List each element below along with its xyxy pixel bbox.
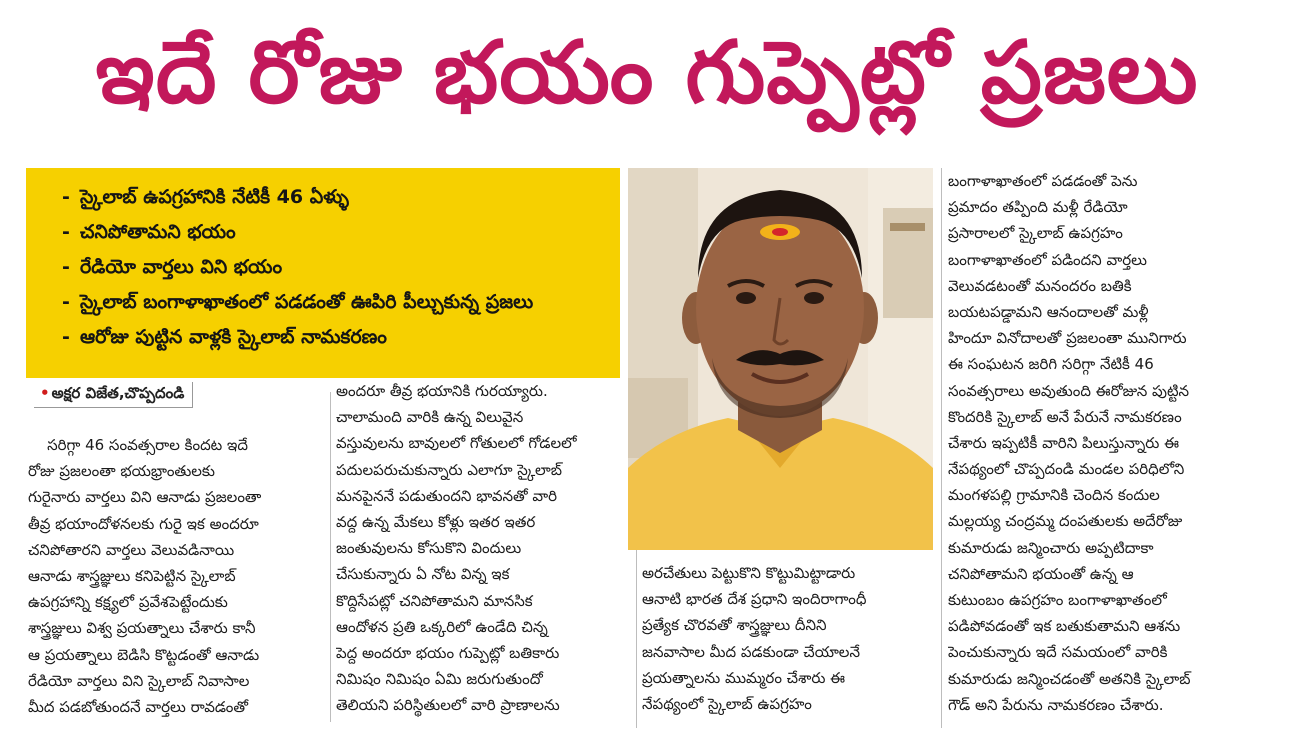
byline [34,382,193,408]
text-line: ప్రత్యేక చొరవతో శాస్త్రజ్ఞులు దీనిని [642,616,827,635]
highlight-text: చనిపోతామని భయం [80,221,236,243]
text-line: నేపథ్యంలో చొప్పదండి మండల పరిధిలోని [948,460,1185,479]
article-column-4 [948,168,1248,718]
dash-marker-icon: - [62,221,70,243]
text-line: హిందూ వినోదాలతో ప్రజలంతా మునిగారు [948,329,1187,348]
text-line: వస్తువులను బావులలో గోతులలో గోడలలో [336,434,577,453]
article-column-1 [28,432,328,720]
text-line: ప్రమాదం తప్పింది మళ్లీ రేడియో [948,198,1128,217]
text-line: తెలియని పరిస్థితులలో వారి ప్రాణాలను [336,696,560,715]
text-line: పెంచుకున్నారు ఇదే సమయంలో వారికి [948,643,1168,662]
text-line: ప్రసారాలలో స్కైలాబ్ ఉపగ్రహం [948,224,1123,243]
text-line: చేసుకున్నారు ఏ నోట విన్న ఇక [336,565,510,584]
text-line: రోజు ప్రజలంతా భయభ్రాంతులకు [28,462,215,481]
text-line: అరచేతులు పెట్టుకొని కొట్టుమిట్టాడారు [642,564,856,582]
highlight-item [62,250,620,285]
text-line: మంగళపల్లి గ్రామానికి చెందిన కందుల [948,486,1160,505]
dash-marker-icon: - [62,186,70,208]
article-column-2 [336,378,620,718]
text-line: కొద్దిసేపట్లో చనిపోతామని మానసిక [336,591,533,610]
portrait-photo [628,168,933,550]
text-line: జంతువులను కోసుకొని విందులు [336,539,522,558]
text-line: బయటపడ్డామని ఆనందాలతో మళ్లీ [948,302,1149,321]
highlight-item [62,285,620,320]
text-line: శాస్త్రజ్ఞులు విశ్వ ప్రయత్నాలు చేశారు కానీ [28,619,256,638]
text-line: బంగాళాఖాతంలో పడిందని వార్తలు [948,250,1147,269]
text-line: చేశారు ఇప్పటికీ వారిని పిలుస్తున్నారు ఈ [948,433,1180,452]
text-line: సంవత్సరాలు అవుతుంది ఈరోజున పుట్టిన [948,381,1190,400]
dash-marker-icon: - [62,291,70,313]
text-line: మీద పడబోతుందనే వార్తలు రావడంతో [28,697,249,716]
dash-marker-icon: - [62,326,70,348]
text-line: మల్లయ్య చంద్రమ్మ దంపతులకు అదేరోజు [948,512,1183,531]
text-line: చనిపోతామని భయంతో ఉన్న ఆ [948,564,1134,583]
text-line: కుమారుడు జన్మించడంతో అతనికి స్కైలాబ్ [948,669,1191,688]
text-line: తీవ్ర భయాందోళనలకు గురై ఇక అందరూ [28,514,259,533]
portrait-illustration [628,168,933,550]
text-line: కొందరికి స్కైలాబ్ అనే పేరునే నామకరణం [948,407,1182,426]
text-line: కుమారుడు జన్మించారు అప్పటిదాకా [948,538,1154,557]
text-line: జనవాసాల మీద పడకుండా చేయాలనే [642,642,860,661]
text-line: చాలామంది వారికి ఉన్న విలువైన [336,408,524,427]
text-line: ఈ సంఘటన జరిగి సరిగ్గా నేటికీ 46 [948,355,1154,374]
text-line: కుటుంబం ఉపగ్రహం బంగాళాఖాతంలో [948,591,1167,609]
byline-marker-icon: • [40,384,50,402]
text-line: అందరూ తీవ్ర భయానికి గురయ్యారు. [336,382,548,400]
text-line: ఆ ప్రయత్నాలు బెడిసి కొట్టడంతో ఆనాడు [28,645,260,664]
highlight-text: స్కైలాబ్ బంగాళాఖాతంలో పడడంతో ఊపిరి పీల్చుకున్న ప్రజలు [80,291,534,313]
text-line: బంగాళాఖాతంలో పడడంతో పెను [948,172,1138,190]
text-line: ఆనాటి భారత దేశ ప్రధాని ఇందిరాగాంధీ [642,590,867,609]
byline-text: అక్షర విజేత,చొప్పదండి [51,384,185,402]
text-line: గౌడ్ అని పేరును నామకరణం చేశారు. [948,695,1164,714]
text-line: ప్రయత్నాలను ముమ్మరం చేశారు ఈ [642,668,846,687]
highlight-text: ఆరోజు పుట్టిన వాళ్లకి స్కైలాబ్ నామకరణం [80,326,387,348]
text-line: సరిగ్గా 46 సంవత్సరాల కిందట ఇదే [28,436,248,454]
text-line: చనిపోతారని వార్తలు వెలువడినాయి [28,540,235,559]
text-line: ఆందోళన ప్రతి ఒక్కరిలో ఉండేది చిన్న [336,617,548,636]
highlights-list [62,180,620,355]
text-line: నేపథ్యంలో స్కైలాబ్ ఉపగ్రహం [642,694,812,713]
text-line: గురైనారు వార్తలు విని ఆనాడు ప్రజలంతా [28,488,262,507]
column-divider [330,392,331,722]
text-line: మనపైననే పడుతుందని భావనతో వారి [336,486,558,505]
text-line: రేడియో వార్తలు విని స్కైలాబ్ నివాసాల [28,671,250,690]
text-line: వెలువడటంతో మనందరం బతికి [948,276,1132,295]
highlight-item [62,215,620,250]
highlight-item [62,320,620,355]
column-divider [941,168,942,728]
highlight-text: స్కైలాబ్ ఉపగ్రహానికి నేటికీ 46 ఏళ్ళు [80,186,350,208]
text-line: పెద్ద అందరూ భయం గుప్పెట్లో బతికారు [336,643,560,662]
highlight-text: రేడియో వార్తలు విని భయం [80,256,283,278]
text-line: వద్ద ఉన్న మేకలు కోళ్లు ఇతర ఇతర [336,512,536,531]
highlights-box [26,168,620,378]
highlight-item [62,180,620,215]
text-line: పడిపోవడంతో ఇక బతుకుతామని ఆశను [948,617,1181,636]
article-column-3 [642,560,932,717]
text-line: ఆనాడు శాస్త్రజ్ఞులు కనిపెట్టిన స్కైలాబ్ [28,566,236,585]
text-line: నిమిషం నిమిషం ఏమి జరుగుతుందో [336,670,543,689]
text-line: ఉపగ్రహాన్ని కక్ష్యలో ప్రవేశపెట్టేందుకు [28,593,228,612]
text-line: పదులపరుచుకున్నారు ఎలాగూ స్కైలాబ్ [336,460,562,479]
dash-marker-icon: - [62,256,70,278]
headline: ఇదే రోజు భయం గుప్పెట్లో ప్రజలు [95,23,1199,123]
